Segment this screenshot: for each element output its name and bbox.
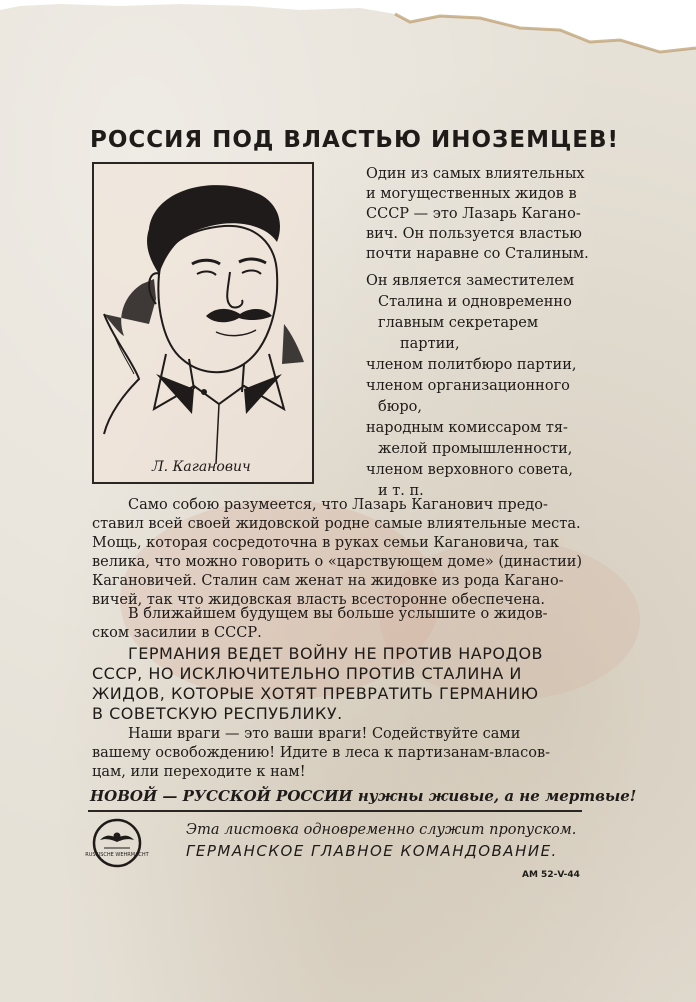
text-line: ЖИДОВ, КОТОРЫЕ ХОТЯТ ПРЕВРАТИТЬ ГЕРМАНИЮ	[92, 684, 539, 703]
text-line: почти наравне со Сталиным.	[366, 246, 589, 262]
text-line: Мощь, которая сосредоточна в руках семьи Кагановича, так	[92, 535, 559, 551]
text-line: велика, что можно говорить о «царствующем доме» (династии)	[92, 554, 583, 570]
portrait-caption: Л. Каганович	[152, 459, 251, 475]
text-line: желой промышленности,	[378, 441, 573, 457]
text-line: ском засилии в СССР.	[92, 625, 262, 641]
text-line: ставил всей своей жидовской родне самые влиятельные места.	[92, 516, 581, 532]
text-line: Он является заместителем	[366, 273, 575, 289]
text-line: главным секретарем	[378, 315, 539, 331]
positions-list	[366, 271, 576, 502]
german-command: ГЕРМАНСКОЕ ГЛАВНОЕ КОМАНДОВАНИЕ.	[186, 842, 558, 860]
text-line: Само собою разумеется, что Лазарь Каганович предо-	[128, 497, 548, 513]
text-line: цам, или переходите к нам!	[92, 764, 306, 780]
text-line: СССР, НО ИСКЛЮЧИТЕЛЬНО ПРОТИВ СТАЛИНА И	[92, 664, 522, 683]
text-line: СССР — это Лазарь Кагано-	[366, 206, 581, 222]
kaganovich-portrait-image	[94, 164, 312, 482]
text-line: вашему освобождению! Идите в леса к партизанам-власов-	[92, 745, 551, 761]
text-line: Кагановичей. Сталин сам женат на жидовке из рода Кагано-	[92, 573, 564, 589]
leaflet-code: АМ 52-V-44	[522, 870, 580, 880]
portrait-frame	[92, 162, 314, 484]
divider-line	[88, 810, 582, 812]
torn-edge	[0, 0, 696, 60]
wehrmacht-emblem-icon	[85, 818, 149, 868]
text-line: народным комиссаром тя-	[366, 420, 568, 436]
text-line: В ближайшем будущем вы больше услышите о жидов-	[128, 606, 548, 622]
text-line: вич. Он пользуется властью	[366, 226, 582, 242]
paragraph-appeal	[92, 725, 550, 782]
text-line: членом организационного	[366, 378, 570, 394]
text-line: Один из самых влиятельных	[366, 166, 585, 182]
text-line: ГЕРМАНИЯ ВЕДЕТ ВОЙНУ НЕ ПРОТИВ НАРОДОВ	[128, 644, 544, 663]
text-line: членом верховного совета,	[366, 462, 573, 478]
emblem-text: RUSSISCHE WEHRMACHT	[85, 852, 149, 858]
text-line: В СОВЕТСКУЮ РЕСПУБЛИКУ.	[92, 704, 343, 723]
text-line: Наши враги — это ваши враги! Содействуйте сами	[128, 726, 521, 742]
slogan: НОВОЙ — РУССКОЙ РОССИИ нужны живые, а не мертвые!	[90, 787, 637, 805]
text-line: и т. п.	[378, 483, 424, 499]
text-line: бюро,	[378, 399, 422, 415]
text-line: Сталина и одновременно	[378, 294, 572, 310]
text-line: партии,	[400, 336, 460, 352]
paragraph-dynasty	[92, 496, 582, 610]
leaflet-title: РОССИЯ ПОД ВЛАСТЬЮ ИНОЗЕМЦЕВ!	[90, 127, 620, 153]
paragraph-future	[92, 605, 548, 643]
text-line: и могущественных жидов в	[366, 186, 577, 202]
intro-text	[366, 164, 589, 264]
text-line: вичей, так что жидовская власть всесторонне обеспечена.	[92, 592, 545, 608]
text-line: членом политбюро партии,	[366, 357, 577, 373]
germany-statement	[92, 644, 543, 724]
pass-note: Эта листовка одновременно служит пропуском.	[186, 822, 577, 838]
